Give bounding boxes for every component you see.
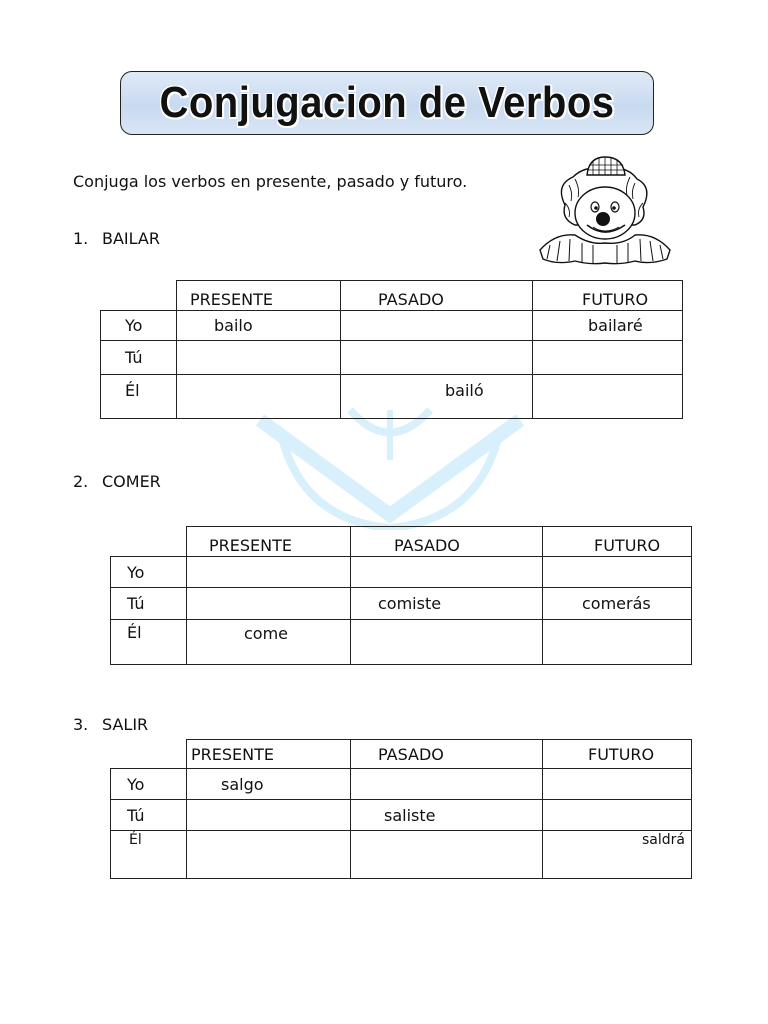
section-1-verb: BAILAR xyxy=(102,229,160,248)
table-row xyxy=(111,831,692,879)
answer-cell-pasado[interactable] xyxy=(351,557,543,588)
clown-illustration xyxy=(535,155,675,267)
section-2-verb: COMER xyxy=(102,472,161,491)
pronoun-cell: Yo xyxy=(111,769,187,800)
answer-cell-futuro[interactable] xyxy=(543,620,692,665)
table-corner xyxy=(111,527,187,557)
table-row xyxy=(111,588,692,620)
table-corner xyxy=(111,740,187,769)
section-3-number: 3. xyxy=(73,715,89,734)
answer-cell-pasado[interactable] xyxy=(341,311,533,341)
header-futuro: FUTURO xyxy=(533,281,683,311)
answer-cell-pasado[interactable]: comiste xyxy=(351,588,543,620)
answer-cell-futuro[interactable]: bailaré xyxy=(533,311,683,341)
table-row xyxy=(101,311,683,341)
pronoun-cell: Él xyxy=(111,831,187,879)
pronoun-cell: Tú xyxy=(101,341,177,375)
answer-cell-presente[interactable]: bailo xyxy=(177,311,341,341)
answer-cell-presente[interactable] xyxy=(187,831,351,879)
pronoun-cell: Tú xyxy=(111,588,187,620)
header-futuro: FUTURO xyxy=(543,740,692,769)
table-corner xyxy=(101,281,177,311)
answer-cell-presente[interactable] xyxy=(177,375,341,419)
header-futuro: FUTURO xyxy=(543,527,692,557)
section-1-label xyxy=(73,229,160,248)
answer-cell-futuro[interactable]: comerás xyxy=(543,588,692,620)
conjugation-table-bailar xyxy=(100,280,683,419)
header-pasado: PASADO xyxy=(351,740,543,769)
table-row xyxy=(111,800,692,831)
answer-cell-pasado[interactable]: saliste xyxy=(351,800,543,831)
header-presente: PRESENTE xyxy=(187,740,351,769)
answer-cell-futuro[interactable] xyxy=(543,557,692,588)
answer-cell-pasado[interactable]: bailó xyxy=(341,375,533,419)
header-pasado: PASADO xyxy=(341,281,533,311)
header-presente: PRESENTE xyxy=(187,527,351,557)
answer-cell-futuro[interactable] xyxy=(543,769,692,800)
answer-cell-futuro[interactable] xyxy=(533,375,683,419)
table-row xyxy=(111,769,692,800)
section-3-label xyxy=(73,715,148,734)
answer-cell-presente[interactable] xyxy=(187,557,351,588)
pronoun-cell: Yo xyxy=(101,311,177,341)
page-title: Conjugacion de Verbos xyxy=(159,78,615,127)
section-2-label xyxy=(73,472,161,491)
answer-cell-presente[interactable] xyxy=(187,588,351,620)
answer-cell-presente[interactable] xyxy=(177,341,341,375)
answer-cell-presente[interactable] xyxy=(187,800,351,831)
table-row xyxy=(111,620,692,665)
title-banner xyxy=(120,71,654,135)
answer-cell-pasado[interactable] xyxy=(351,769,543,800)
watermark-logo xyxy=(240,400,540,530)
answer-cell-presente[interactable]: come xyxy=(187,620,351,665)
table-row xyxy=(101,375,683,419)
answer-cell-futuro[interactable] xyxy=(533,341,683,375)
table-row xyxy=(101,341,683,375)
pronoun-cell: Él xyxy=(111,620,187,665)
pronoun-cell: Tú xyxy=(111,800,187,831)
answer-cell-pasado[interactable] xyxy=(351,831,543,879)
table-row xyxy=(111,557,692,588)
header-pasado: PASADO xyxy=(351,527,543,557)
pronoun-cell: Yo xyxy=(111,557,187,588)
section-2-number: 2. xyxy=(73,472,89,491)
answer-cell-pasado[interactable] xyxy=(341,341,533,375)
conjugation-table-comer xyxy=(110,526,692,665)
section-3-verb: SALIR xyxy=(102,715,149,734)
answer-cell-futuro[interactable]: saldrá xyxy=(543,831,692,879)
section-1-number: 1. xyxy=(73,229,89,248)
instruction-text: Conjuga los verbos en presente, pasado y futuro. xyxy=(73,172,468,191)
conjugation-table-salir xyxy=(110,739,692,879)
answer-cell-presente[interactable]: salgo xyxy=(187,769,351,800)
header-presente: PRESENTE xyxy=(177,281,341,311)
answer-cell-futuro[interactable] xyxy=(543,800,692,831)
pronoun-cell: Él xyxy=(101,375,177,419)
answer-cell-pasado[interactable] xyxy=(351,620,543,665)
